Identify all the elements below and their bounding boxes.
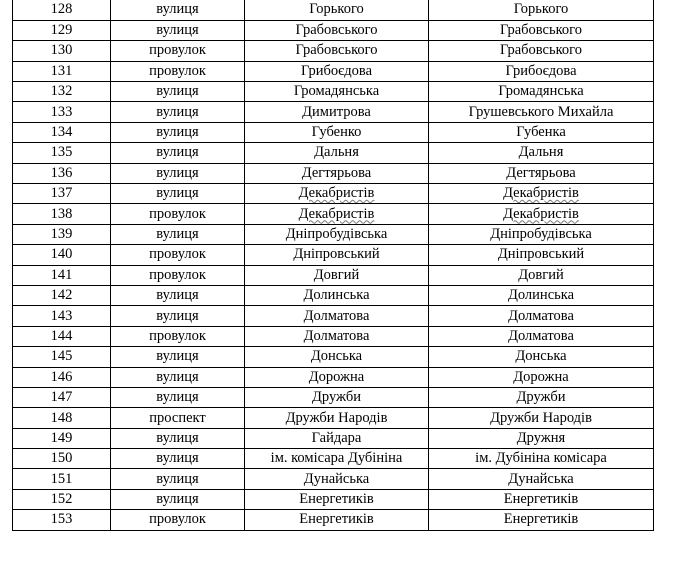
old-name-cell-text: Дорожна — [308, 368, 365, 385]
old-name-cell-text: Енергетиків — [299, 511, 374, 528]
old-name-cell — [245, 387, 429, 407]
row-number-cell — [13, 224, 111, 244]
old-name-cell-text: Горького — [309, 1, 364, 18]
row-number-cell-text: 144 — [50, 327, 73, 344]
street-type-cell — [111, 306, 245, 326]
row-number-cell-text: 137 — [50, 185, 73, 202]
table-row — [13, 163, 654, 183]
new-name-cell — [429, 408, 654, 428]
row-number-cell-text: 152 — [50, 491, 73, 508]
street-type-cell-text: вулиця — [156, 429, 199, 446]
new-name-cell-text: Донська — [515, 348, 567, 365]
new-name-cell — [429, 285, 654, 305]
street-type-cell — [111, 41, 245, 61]
new-name-cell — [429, 204, 654, 224]
new-name-cell-text: Дружби — [516, 389, 566, 406]
street-type-cell — [111, 82, 245, 102]
old-name-cell — [245, 510, 429, 530]
street-type-cell — [111, 61, 245, 81]
row-number-cell-text: 136 — [50, 164, 73, 181]
row-number-cell-text: 128 — [50, 1, 73, 18]
table-row — [13, 122, 654, 142]
table-row — [13, 20, 654, 40]
row-number-cell-text: 149 — [50, 429, 73, 446]
row-number-cell — [13, 102, 111, 122]
old-name-cell-text: Долинська — [303, 287, 370, 304]
new-name-cell — [429, 41, 654, 61]
table-row — [13, 61, 654, 81]
table-row — [13, 41, 654, 61]
street-type-cell — [111, 245, 245, 265]
new-name-cell-text: Горького — [513, 1, 569, 18]
old-name-cell-text: Димитрова — [302, 103, 371, 120]
row-number-cell — [13, 265, 111, 285]
row-number-cell — [13, 326, 111, 346]
row-number-cell — [13, 245, 111, 265]
old-name-cell-text: Дніпровський — [293, 246, 380, 263]
new-name-cell-text: Грабовського — [500, 42, 582, 59]
row-number-cell — [13, 61, 111, 81]
old-name-cell-text: Громадянська — [293, 83, 380, 100]
old-name-cell — [245, 61, 429, 81]
new-name-cell — [429, 184, 654, 204]
old-name-cell — [245, 265, 429, 285]
new-name-cell — [429, 510, 654, 530]
row-number-cell — [13, 449, 111, 469]
street-type-cell-text: провулок — [149, 266, 206, 283]
new-name-cell — [429, 163, 654, 183]
old-name-cell-text: Енергетиків — [299, 491, 374, 508]
row-number-cell — [13, 387, 111, 407]
new-name-cell — [429, 306, 654, 326]
new-name-cell-text: Долматова — [508, 327, 574, 344]
new-name-cell-text: Грибоєдова — [505, 62, 577, 79]
street-type-cell-text: провулок — [149, 246, 206, 263]
old-name-cell — [245, 449, 429, 469]
row-number-cell-text: 139 — [50, 225, 73, 242]
street-rename-table — [12, 0, 654, 531]
table-row — [13, 408, 654, 428]
row-number-cell — [13, 41, 111, 61]
new-name-cell — [429, 20, 654, 40]
street-type-cell — [111, 122, 245, 142]
row-number-cell — [13, 163, 111, 183]
old-name-cell — [245, 469, 429, 489]
street-type-cell — [111, 347, 245, 367]
old-name-cell — [245, 184, 429, 204]
old-name-cell — [245, 428, 429, 448]
row-number-cell-text: 130 — [50, 42, 73, 59]
street-type-cell — [111, 184, 245, 204]
old-name-cell — [245, 204, 429, 224]
table-row — [13, 184, 654, 204]
street-type-cell — [111, 265, 245, 285]
old-name-cell — [245, 408, 429, 428]
old-name-cell-text: Долматова — [303, 307, 370, 324]
street-type-cell — [111, 367, 245, 387]
street-type-cell-text: проспект — [149, 409, 206, 426]
row-number-cell — [13, 469, 111, 489]
old-name-cell — [245, 347, 429, 367]
old-name-cell — [245, 489, 429, 509]
street-type-cell — [111, 0, 245, 20]
street-type-cell — [111, 489, 245, 509]
old-name-cell-text: Дунайська — [303, 470, 370, 487]
old-name-cell-text: Довгий — [313, 266, 360, 283]
old-name-cell — [245, 20, 429, 40]
old-name-cell-text: Дружби Народів — [285, 409, 388, 426]
row-number-cell — [13, 143, 111, 163]
old-name-cell-text: Долматова — [303, 327, 370, 344]
new-name-cell — [429, 102, 654, 122]
street-type-cell-text: вулиця — [156, 124, 199, 141]
street-type-cell — [111, 285, 245, 305]
old-name-cell-text: Дніпробудівська — [285, 225, 388, 242]
row-number-cell-text: 141 — [50, 266, 73, 283]
table-row — [13, 265, 654, 285]
street-type-cell-text: вулиця — [156, 164, 199, 181]
street-type-cell-text: провулок — [149, 205, 206, 222]
row-number-cell — [13, 347, 111, 367]
new-name-cell — [429, 61, 654, 81]
row-number-cell-text: 132 — [50, 83, 73, 100]
old-name-cell-text: ім. комісара Дубініна — [270, 450, 403, 467]
new-name-cell-text: Долинська — [507, 287, 574, 304]
new-name-cell — [429, 265, 654, 285]
street-type-cell — [111, 469, 245, 489]
old-name-cell — [245, 285, 429, 305]
old-name-cell — [245, 245, 429, 265]
row-number-cell — [13, 0, 111, 20]
table-row — [13, 82, 654, 102]
row-number-cell — [13, 489, 111, 509]
street-type-cell-text: вулиця — [156, 1, 199, 18]
street-type-cell — [111, 449, 245, 469]
new-name-cell — [429, 428, 654, 448]
new-name-cell-text: Долматова — [508, 307, 574, 324]
old-name-cell-text: Грибоєдова — [300, 62, 373, 79]
new-name-cell — [429, 122, 654, 142]
street-type-cell — [111, 408, 245, 428]
new-name-cell-text: Дружби Народів — [490, 409, 592, 426]
row-number-cell — [13, 285, 111, 305]
street-type-cell-text: вулиця — [156, 470, 199, 487]
document-page — [12, 0, 653, 531]
table-body — [13, 0, 654, 530]
new-name-cell-text: Дружня — [516, 429, 566, 446]
row-number-cell-text: 150 — [50, 450, 73, 467]
old-name-cell-text: Гайдара — [311, 429, 362, 446]
table-row — [13, 224, 654, 244]
table-row — [13, 367, 654, 387]
row-number-cell — [13, 204, 111, 224]
row-number-cell-text: 148 — [50, 409, 73, 426]
old-name-cell — [245, 82, 429, 102]
row-number-cell-text: 129 — [50, 22, 73, 39]
new-name-cell — [429, 82, 654, 102]
new-name-cell-text: Грабовського — [500, 22, 582, 39]
table-row — [13, 449, 654, 469]
new-name-cell-text: Дунайська — [508, 470, 574, 487]
new-name-cell-text: Дніпробудівська — [490, 225, 592, 242]
new-name-cell-text: Енергетиків — [503, 491, 579, 508]
table-row — [13, 489, 654, 509]
new-name-cell — [429, 347, 654, 367]
old-name-cell-text: Декабристів — [298, 185, 375, 202]
old-name-cell — [245, 0, 429, 20]
table-row — [13, 245, 654, 265]
street-type-cell-text: провулок — [149, 327, 206, 344]
row-number-cell — [13, 408, 111, 428]
table-row — [13, 387, 654, 407]
street-type-cell-text: провулок — [149, 42, 206, 59]
table-row — [13, 326, 654, 346]
street-type-cell-text: провулок — [149, 511, 206, 528]
new-name-cell-text: Довгий — [518, 266, 564, 283]
old-name-cell — [245, 326, 429, 346]
street-type-cell-text: вулиця — [156, 185, 199, 202]
new-name-cell-text: ім. Дубініна комісара — [475, 450, 607, 467]
table-row — [13, 510, 654, 530]
row-number-cell — [13, 82, 111, 102]
street-type-cell-text: вулиця — [156, 83, 199, 100]
street-type-cell — [111, 510, 245, 530]
old-name-cell-text: Дружби — [312, 389, 361, 406]
street-type-cell-text: вулиця — [156, 491, 199, 508]
new-name-cell — [429, 449, 654, 469]
row-number-cell — [13, 184, 111, 204]
street-type-cell-text: вулиця — [156, 103, 199, 120]
new-name-cell — [429, 224, 654, 244]
old-name-cell-text: Донська — [310, 348, 363, 365]
table-row — [13, 102, 654, 122]
row-number-cell-text: 140 — [50, 246, 73, 263]
street-type-cell-text: вулиця — [156, 348, 199, 365]
old-name-cell-text: Декабристів — [298, 205, 375, 222]
row-number-cell — [13, 510, 111, 530]
new-name-cell — [429, 0, 654, 20]
row-number-cell-text: 142 — [50, 287, 73, 304]
row-number-cell-text: 138 — [50, 205, 73, 222]
row-number-cell-text: 135 — [50, 144, 73, 161]
street-type-cell-text: вулиця — [156, 389, 199, 406]
street-type-cell — [111, 102, 245, 122]
table-row — [13, 347, 654, 367]
street-type-cell — [111, 387, 245, 407]
street-type-cell — [111, 163, 245, 183]
new-name-cell — [429, 469, 654, 489]
old-name-cell-text: Дегтярьова — [301, 164, 372, 181]
row-number-cell-text: 134 — [50, 124, 73, 141]
row-number-cell-text: 147 — [50, 389, 73, 406]
table-row — [13, 428, 654, 448]
table-row — [13, 469, 654, 489]
new-name-cell-text: Дегтярьова — [506, 164, 576, 181]
new-name-cell — [429, 367, 654, 387]
old-name-cell-text: Грабовського — [295, 22, 378, 39]
street-type-cell-text: вулиця — [156, 450, 199, 467]
table-row — [13, 0, 654, 20]
new-name-cell — [429, 489, 654, 509]
row-number-cell-text: 153 — [50, 511, 73, 528]
street-type-cell-text: вулиця — [156, 368, 199, 385]
row-number-cell-text: 133 — [50, 103, 73, 120]
old-name-cell — [245, 143, 429, 163]
old-name-cell — [245, 367, 429, 387]
row-number-cell — [13, 306, 111, 326]
new-name-cell-text: Енергетиків — [503, 511, 579, 528]
new-name-cell-text: Губенка — [516, 124, 566, 141]
old-name-cell — [245, 163, 429, 183]
street-type-cell-text: вулиця — [156, 144, 199, 161]
new-name-cell-text: Грушевського Михайла — [468, 103, 614, 120]
street-type-cell — [111, 428, 245, 448]
new-name-cell-text: Дніпровський — [497, 246, 585, 263]
street-type-cell — [111, 204, 245, 224]
row-number-cell-text: 131 — [50, 62, 73, 79]
table-row — [13, 285, 654, 305]
new-name-cell — [429, 245, 654, 265]
row-number-cell-text: 151 — [50, 470, 73, 487]
row-number-cell-text: 146 — [50, 368, 73, 385]
new-name-cell-text: Дальня — [518, 144, 564, 161]
old-name-cell-text: Губенко — [311, 124, 362, 141]
row-number-cell-text: 143 — [50, 307, 73, 324]
row-number-cell-text: 145 — [50, 348, 73, 365]
old-name-cell — [245, 306, 429, 326]
old-name-cell-text: Дальня — [314, 144, 359, 161]
table-row — [13, 143, 654, 163]
old-name-cell — [245, 224, 429, 244]
new-name-cell-text: Декабристів — [503, 185, 579, 202]
new-name-cell — [429, 143, 654, 163]
street-type-cell — [111, 326, 245, 346]
old-name-cell — [245, 122, 429, 142]
row-number-cell — [13, 20, 111, 40]
old-name-cell-text: Грабовського — [295, 42, 378, 59]
street-type-cell-text: вулиця — [156, 307, 199, 324]
old-name-cell — [245, 41, 429, 61]
street-type-cell — [111, 20, 245, 40]
row-number-cell — [13, 428, 111, 448]
street-type-cell-text: провулок — [149, 62, 206, 79]
street-type-cell — [111, 143, 245, 163]
new-name-cell-text: Дорожна — [513, 368, 569, 385]
street-type-cell-text: вулиця — [156, 287, 199, 304]
new-name-cell — [429, 326, 654, 346]
row-number-cell — [13, 367, 111, 387]
new-name-cell-text: Декабристів — [503, 205, 579, 222]
old-name-cell — [245, 102, 429, 122]
new-name-cell — [429, 387, 654, 407]
table-row — [13, 306, 654, 326]
street-type-cell — [111, 224, 245, 244]
street-type-cell-text: вулиця — [156, 22, 199, 39]
row-number-cell — [13, 122, 111, 142]
table-row — [13, 204, 654, 224]
new-name-cell-text: Громадянська — [498, 83, 584, 100]
street-type-cell-text: вулиця — [156, 225, 199, 242]
